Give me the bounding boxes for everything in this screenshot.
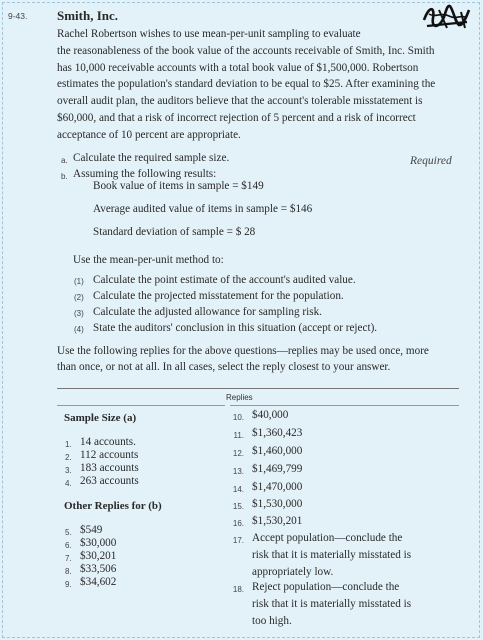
other-replies-heading: Other Replies for (b) — [64, 500, 162, 512]
reply-number: 11. — [233, 431, 244, 440]
sample-size-heading: Sample Size (a) — [64, 412, 137, 424]
reply-text: $30,000 — [80, 537, 117, 549]
reply-text: $549 — [80, 524, 103, 536]
problem-number: 9-43. — [8, 11, 28, 21]
result-audited-value: Average audited value of items in sample = $146 — [93, 203, 313, 215]
table-left-rule — [57, 405, 225, 406]
table-right-rule — [230, 405, 459, 406]
result-std-dev: Standard deviation of sample = $ 28 — [93, 226, 256, 238]
reply-text: $40,000 — [252, 409, 289, 421]
intro-line: $60,000, and that a risk of incorrect rejection of 5 percent and a risk of incorrect — [57, 111, 416, 124]
step-number: (2) — [74, 293, 84, 302]
reply-text: $1,469,799 — [252, 463, 303, 475]
reply-number: 2. — [65, 453, 72, 462]
part-b-text: Assuming the following results: — [73, 168, 217, 180]
reply-text: $1,530,000 — [252, 498, 303, 510]
reply-number: 6. — [65, 541, 72, 550]
reply-text: $1,470,000 — [252, 481, 303, 493]
reply-number: 1. — [65, 440, 72, 449]
step-number: (1) — [74, 277, 84, 286]
intro-line: the reasonableness of the book value of the accounts receivable of Smith, Inc. Smith — [57, 44, 435, 57]
reply-number: 4. — [65, 479, 72, 488]
part-a-text: Calculate the required sample size. — [73, 152, 230, 164]
step-text: Calculate the projected misstatement for the population. — [93, 290, 344, 302]
method-intro: Use the mean-per-unit method to: — [73, 254, 224, 266]
intro-line: acceptance of 10 percent are appropriate. — [57, 128, 241, 141]
reply-text: $33,506 — [80, 563, 117, 575]
problem-title: Smith, Inc. — [57, 8, 119, 23]
reply-text: Reject population—conclude the — [252, 581, 400, 593]
reply-number: 15. — [232, 502, 244, 511]
reply-text: 14 accounts. — [80, 436, 136, 448]
reply-text: appropriately low. — [252, 566, 334, 578]
reply-number: 13. — [232, 467, 244, 476]
reply-number: 8. — [65, 567, 72, 576]
reply-number: 3. — [65, 466, 72, 475]
reply-text: risk that it is materially misstated is — [252, 549, 412, 561]
reply-text: $1,360,423 — [252, 427, 303, 439]
reply-text: too high. — [252, 615, 292, 627]
reply-text: $1,530,201 — [252, 515, 303, 527]
table-top-rule — [57, 388, 459, 389]
instructions-line: than once, or not at all. In all cases, select the reply closest to your answer. — [57, 361, 391, 373]
step-text: State the auditors' conclusion in this situation (accept or reject). — [93, 322, 378, 334]
reply-number: 9. — [65, 580, 72, 589]
step-text: Calculate the point estimate of the account's audited value. — [93, 274, 356, 286]
reply-number: 18. — [232, 585, 244, 594]
reply-number: 7. — [65, 554, 72, 563]
reply-number: 17. — [232, 536, 244, 545]
result-book-value: Book value of items in sample = $149 — [93, 180, 264, 192]
part-a-label: a. — [61, 156, 68, 165]
reply-number: 10. — [232, 413, 244, 422]
reply-text: $30,201 — [80, 550, 117, 562]
instructions-line: Use the following replies for the above questions—replies may be used once, more — [57, 345, 429, 357]
table-header: Replies — [226, 393, 253, 402]
reply-text: 263 accounts — [80, 475, 139, 487]
intro-line: has 10,000 receivable accounts with a total book value of $1,500,000. Robertson — [57, 61, 419, 74]
reply-text: Accept population—conclude the — [252, 532, 403, 544]
reply-number: 14. — [232, 485, 244, 494]
step-text: Calculate the adjusted allowance for sampling risk. — [93, 306, 322, 318]
step-number: (3) — [74, 309, 84, 318]
reply-text: risk that it is materially misstated is — [252, 598, 412, 610]
part-b-label: b. — [61, 172, 68, 181]
reply-text: 112 accounts — [80, 449, 139, 461]
reply-text: $34,602 — [80, 576, 117, 588]
reply-number: 12. — [232, 449, 244, 458]
intro-line: Rachel Robertson wishes to use mean-per-unit sampling to evaluate — [57, 28, 361, 40]
reply-text: 183 accounts — [80, 462, 139, 474]
reply-text: $1,460,000 — [252, 445, 303, 457]
reply-number: 5. — [65, 528, 72, 537]
intro-line: overall audit plan, the auditors believe that the account's tolerable misstatement is — [57, 95, 423, 108]
required-label: Required — [410, 155, 452, 167]
step-number: (4) — [74, 325, 84, 334]
problem-intro — [57, 26, 457, 144]
intro-line: estimates the population's standard deviation to be equal to $25. After examining the — [57, 78, 436, 91]
reply-number: 16. — [232, 519, 244, 528]
